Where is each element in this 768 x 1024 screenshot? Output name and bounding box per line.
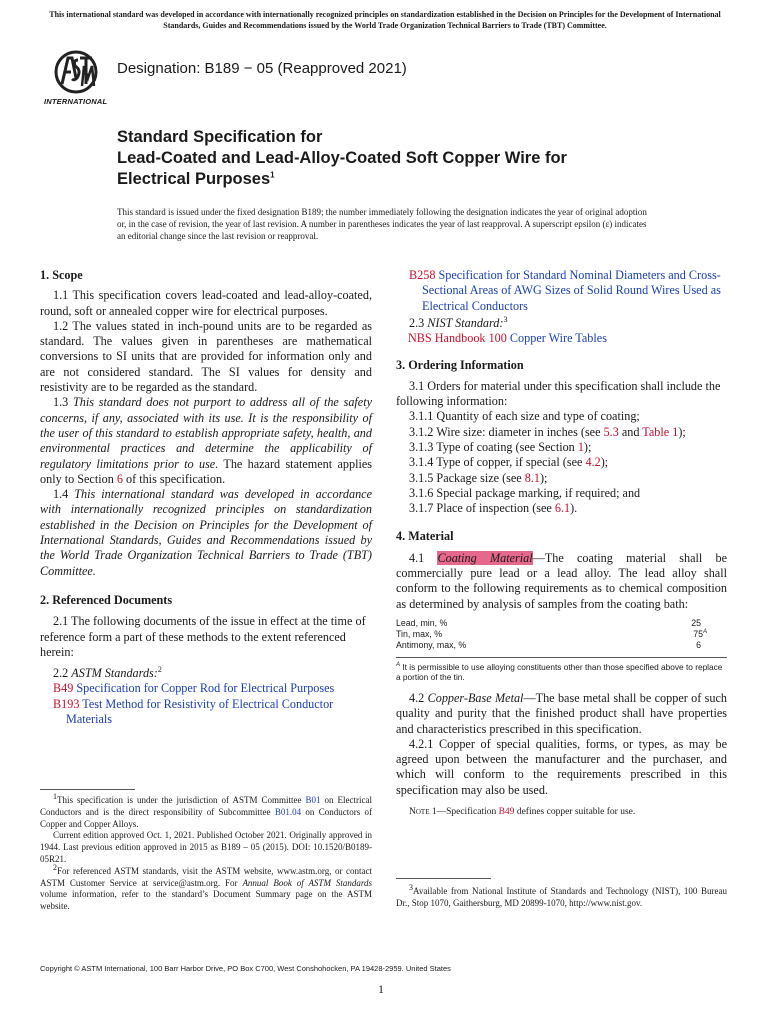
logo-text: INTERNATIONAL bbox=[44, 97, 108, 106]
footnote-divider bbox=[40, 789, 135, 790]
ordering-heading: 3. Ordering Information bbox=[396, 358, 524, 373]
table-note bbox=[396, 662, 727, 683]
para-4-1-num: 4.1 bbox=[409, 550, 425, 565]
committee-b01-link[interactable]: B01 bbox=[305, 795, 321, 805]
item-3-1-2-end: ); bbox=[678, 424, 686, 439]
ref-nbs-handbook[interactable] bbox=[396, 331, 727, 346]
table-row bbox=[396, 628, 707, 640]
footnote-2-marker: 2 bbox=[157, 665, 162, 675]
para-1-2: 1.2 The values stated in inch-pound units are to be regarded as standard. The values given in parentheses are mathematical conversions to SI units that are provided for information only and are not considered standard. The SI values for density and resistivity are to be regarded as the standard. bbox=[40, 318, 372, 395]
table-note-marker: A bbox=[702, 629, 707, 636]
para-4-2-text: —The base metal shall be copper of such quality and purity that the finished product shall have properties and characteristics prescribed in this specification. bbox=[396, 690, 727, 736]
footnote-2-italic: Annual Book of ASTM Standards bbox=[242, 877, 372, 888]
footnote-3-text: Available from National Institute of Standards and Technology (NIST), 100 Bureau Dr., Stop 1070, Gaithersburg, MD 20899-1070, http://www.nist.gov. bbox=[396, 886, 727, 908]
item-3-1-5-text: 3.1.5 Package size (see bbox=[409, 470, 522, 485]
table-1-link[interactable]: Table 1 bbox=[642, 424, 679, 439]
ref-b49-code[interactable]: B49 bbox=[53, 681, 74, 696]
designation: Designation: B189 − 05 (Reapproved 2021) bbox=[117, 60, 407, 77]
para-4-1 bbox=[396, 551, 727, 612]
composition-table bbox=[396, 618, 727, 651]
section-1-link[interactable]: 1 bbox=[577, 439, 584, 454]
top-note: This international standard was developed in accordance with internationally recognized principles on standardization established in the Decision on Principles for the Development of International Standards, Guides and Recommendations issued by the World Trade Organization Technical Barriers to Trade (TBT) Committee. bbox=[49, 10, 721, 30]
item-3-1-4-text: 3.1.4 Type of copper, if special (see bbox=[409, 455, 583, 470]
title-line-3: Electrical Purposes bbox=[117, 170, 271, 188]
nbs-handbook-code[interactable]: NBS Handbook 100 bbox=[408, 331, 507, 346]
footnote-2-a: For referenced ASTM standards, visit the ASTM website, www.astm.org, or contact ASTM Customer Service at service@astm.org. For bbox=[40, 865, 372, 888]
para-1-3-italic: This standard does not purport to address all of the safety concerns, if any, associated with its use. It is the responsibility of the user of this standard to establish appropriate safety, health, and environmental practices and determine the applicability of regulatory limitations prior to use. bbox=[40, 395, 373, 471]
title-line-2: Lead-Coated and Lead-Alloy-Coated Soft Copper Wire for bbox=[117, 149, 567, 167]
item-3-1-3-text: 3.1.3 Type of coating (see Section bbox=[409, 439, 575, 454]
table-cell-label: Tin, max, % bbox=[396, 628, 443, 639]
footnote-2 bbox=[40, 862, 372, 913]
item-3-1-7-text: 3.1.7 Place of inspection (see bbox=[409, 501, 552, 516]
para-1-4-num: 1.4 bbox=[53, 487, 69, 502]
para-1-1: 1.1 This specification covers lead-coated and lead-alloy-coated, round, soft or annealed copper wire for electrical purposes. bbox=[40, 288, 372, 318]
right-column bbox=[396, 268, 727, 820]
page-number: 1 bbox=[378, 982, 384, 996]
item-3-1-7 bbox=[396, 501, 727, 516]
astm-logo bbox=[42, 48, 112, 106]
table-cell-label: Lead, min, % bbox=[396, 617, 448, 628]
para-3-1: 3.1 Orders for material under this specification shall include the following information: bbox=[396, 378, 721, 409]
para-4-2-num: 4.2 bbox=[409, 690, 425, 705]
para-1-4-italic: This international standard was developed in accordance with internationally recognized principles on standardization established in the Decision on Principles for the Development of International Standards, Guides and Recommendations issued by the World Trade Organization Technical Barriers to Trade (TBT) Committee. bbox=[40, 487, 372, 578]
section-6-1-link[interactable]: 6.1 bbox=[554, 501, 571, 516]
references-heading: 2. Referenced Documents bbox=[40, 592, 173, 607]
note-1-end: defines copper suitable for use. bbox=[516, 807, 636, 818]
item-3-1-5-end: ); bbox=[539, 470, 548, 485]
footnote-3-marker-bottom: 3 bbox=[409, 883, 413, 892]
ref-b258-title[interactable]: Specification for Standard Nominal Diameters and Cross-Sectional Areas of AWG Sizes of Solid Round Wires Used as Electrical Conductors bbox=[422, 268, 721, 313]
item-3-1-5 bbox=[396, 471, 727, 486]
footnote-1-a: This specification is under the jurisdiction of ASTM Committee bbox=[57, 795, 302, 805]
para-2-1: 2.1 The following documents of the issue in effect at the time of reference form a part of these methods to the extent referenced herein: bbox=[40, 614, 366, 659]
item-3-1-2 bbox=[396, 425, 727, 440]
item-3-1-2-text: 3.1.2 Wire size: diameter in inches (see bbox=[409, 424, 601, 439]
footnote-1 bbox=[40, 792, 373, 830]
nbs-handbook-title[interactable]: Copper Wire Tables bbox=[509, 331, 607, 346]
para-4-2-1: 4.2.1 Copper of special qualities, forms, or types, as may be agreed upon between the manufacturer and the purchaser, and which will conform to the requirements prescribed in this specification may also be used. bbox=[396, 736, 727, 797]
table-cell-value: 6 bbox=[696, 639, 701, 650]
section-6-link[interactable]: 6 bbox=[116, 471, 123, 486]
note-1-label: Note 1 bbox=[409, 807, 437, 818]
table-cell-value: 75 bbox=[693, 628, 703, 639]
subcommittee-b01-04-link[interactable]: B01.04 bbox=[274, 806, 302, 817]
ref-b258-code[interactable]: B258 bbox=[409, 268, 436, 282]
astm-standards-label: ASTM Standards: bbox=[71, 666, 158, 681]
item-3-1-3 bbox=[396, 440, 727, 455]
para-4-1-text: —The coating material shall be commercially pure lead or a lead alloy. The lead alloy shall conform to the following requirements as to chemical composition as determined by analysis of samples from the coating bath: bbox=[396, 550, 727, 611]
item-3-1-7-end: ). bbox=[570, 501, 578, 516]
left-footnotes bbox=[40, 792, 373, 913]
issued-note: This standard is issued under the fixed designation B189; the number immediately following the designation indicates the year of original adoption or, in the case of revision, the year of last revision. A number in parentheses indicates the year of last reapproval. A superscript epsilon (ε) indicates an editorial change since the last revision or reapproval. bbox=[117, 207, 647, 241]
table-row bbox=[396, 640, 701, 651]
table-note-sup: A bbox=[396, 662, 401, 669]
para-1-4 bbox=[40, 487, 372, 579]
ref-b49[interactable] bbox=[40, 681, 372, 696]
table-row bbox=[396, 618, 701, 629]
item-3-1-3-end: ); bbox=[583, 439, 592, 454]
note-b49-link[interactable]: B49 bbox=[498, 807, 515, 818]
footnote-divider-right bbox=[396, 878, 491, 879]
item-3-1-6: 3.1.6 Special package marking, if required; and bbox=[409, 485, 641, 500]
title-line-1: Standard Specification for bbox=[117, 128, 323, 146]
ref-b193-title[interactable]: Test Method for Resistivity of Electrical Conductor Materials bbox=[66, 696, 334, 727]
para-2-2 bbox=[40, 666, 372, 681]
footnote-1-edition: Current edition approved Oct. 1, 2021. Published October 2021. Originally approved in 1944. Last previous edition approved in 2015 as B189 – 05 (2015). DOI: 10.1520/B0189-05R21. bbox=[40, 830, 372, 864]
para-2-3-num: 2.3 bbox=[409, 315, 425, 330]
footnote-2-b: volume information, refer to the standard’s Document Summary page on the ASTM website. bbox=[40, 889, 372, 912]
para-2-3 bbox=[396, 316, 727, 331]
footnote-3-marker: 3 bbox=[503, 314, 508, 324]
para-1-3-tail: The hazard statement applies only to Section bbox=[40, 456, 372, 486]
footnote-1-b: on Electrical Conductors and is the direct responsibility of Subcommittee bbox=[40, 795, 373, 817]
item-3-1-2-and: and bbox=[621, 424, 640, 439]
note-1-text: —Specification bbox=[436, 807, 497, 818]
ref-b193[interactable] bbox=[40, 697, 372, 728]
coating-material-highlight[interactable]: Coating Material bbox=[437, 550, 533, 565]
section-4-2-link[interactable]: 4.2 bbox=[585, 455, 601, 470]
document-title bbox=[117, 127, 567, 190]
footnote-1-c: on Conductors of Copper and Copper Alloys. bbox=[40, 806, 372, 829]
note-1 bbox=[396, 805, 727, 820]
item-3-1-1: 3.1.1 Quantity of each size and type of coating; bbox=[409, 409, 640, 424]
table-cell-value: 25 bbox=[691, 617, 701, 628]
copper-base-metal-label: Copper-Base Metal bbox=[427, 690, 524, 705]
ref-b193-code[interactable]: B193 bbox=[53, 696, 80, 711]
right-footnotes bbox=[396, 883, 727, 910]
para-1-3-num: 1.3 bbox=[53, 395, 69, 410]
section-5-3-link[interactable]: 5.3 bbox=[603, 424, 619, 439]
para-1-3 bbox=[40, 395, 372, 487]
scope-heading: 1. Scope bbox=[40, 268, 83, 282]
item-3-1-4 bbox=[396, 455, 727, 470]
table-divider bbox=[396, 657, 727, 658]
material-heading: 4. Material bbox=[396, 529, 454, 544]
footnote-3 bbox=[396, 883, 727, 910]
section-8-1-link[interactable]: 8.1 bbox=[524, 470, 540, 485]
table-note-text: It is permissible to use alloying constituents other than those specified above to replace a portion of the tin. bbox=[396, 661, 723, 683]
para-4-2 bbox=[396, 691, 727, 737]
table-cell-label: Antimony, max, % bbox=[396, 639, 467, 650]
footnote-2-marker-bottom: 2 bbox=[53, 862, 57, 872]
ref-b49-title[interactable]: Specification for Copper Rod for Electrical Purposes bbox=[76, 681, 335, 696]
item-3-1-4-end: ); bbox=[600, 455, 609, 470]
copyright-footer: Copyright © ASTM International, 100 Barr Harbor Drive, PO Box C700, West Conshohocken, PA 19428-2959. United States bbox=[40, 964, 451, 973]
nist-standard-label: NIST Standard: bbox=[427, 315, 504, 330]
footnote-1-marker: 1 bbox=[53, 792, 57, 801]
para-1-3-tail-b: of this specification. bbox=[126, 471, 226, 486]
left-column bbox=[40, 268, 372, 727]
ref-b258[interactable] bbox=[396, 268, 727, 314]
para-2-2-num: 2.2 bbox=[53, 666, 69, 681]
title-footnote-marker: 1 bbox=[270, 170, 275, 180]
